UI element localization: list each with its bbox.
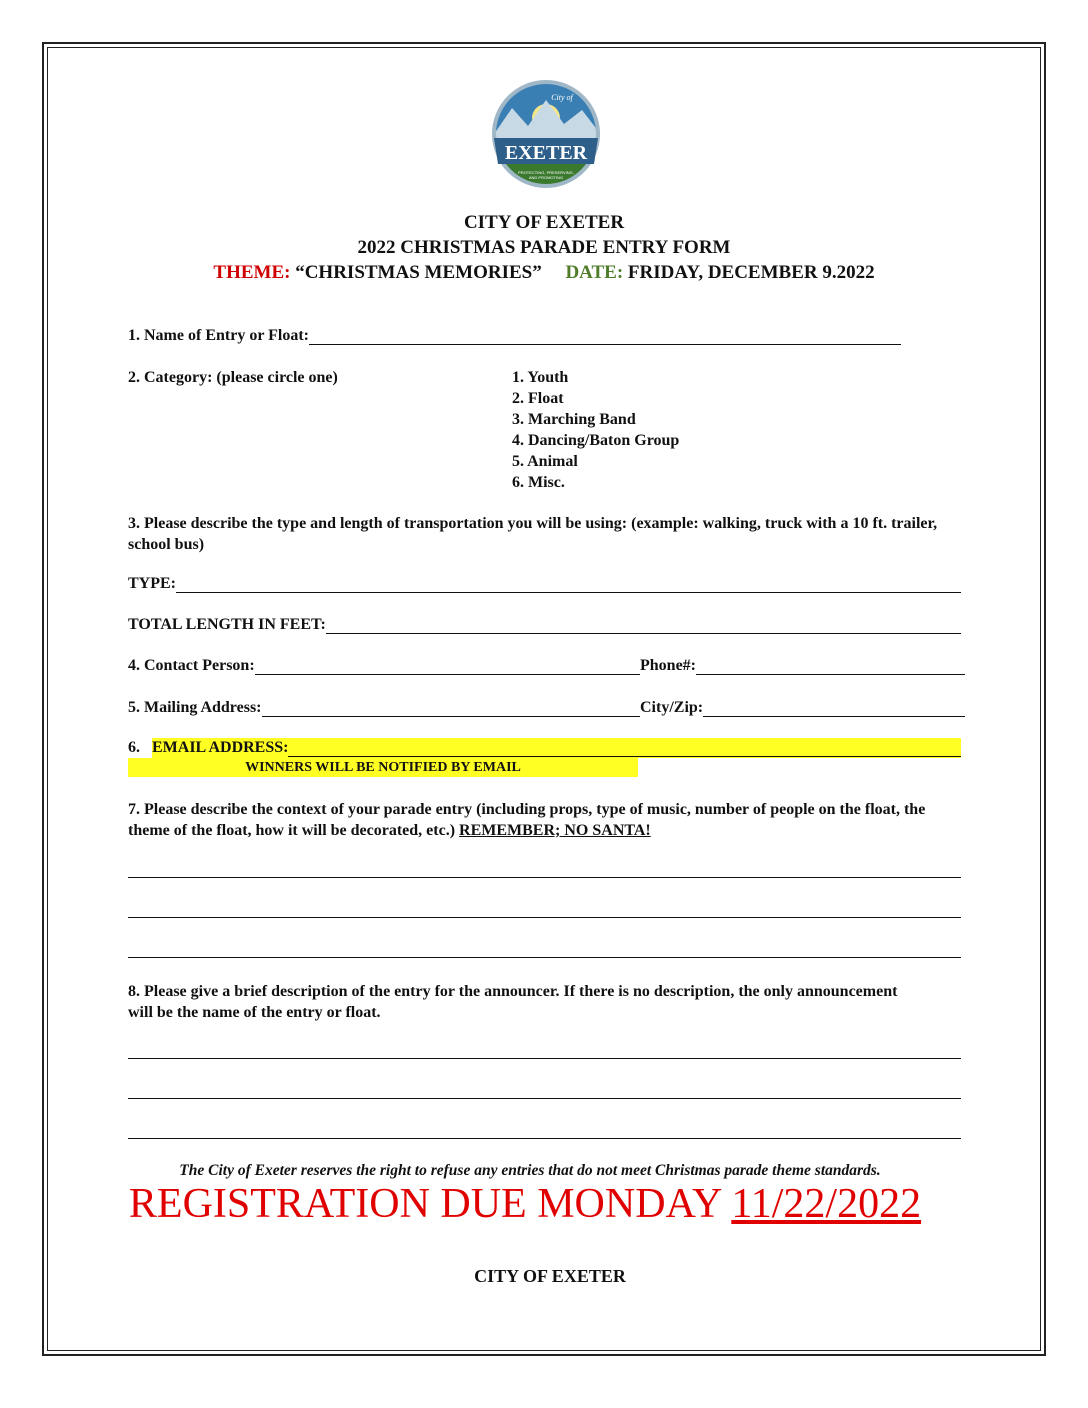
registration-due (0, 1180, 1050, 1228)
context-line[interactable] (128, 877, 961, 878)
total-length-line[interactable] (326, 615, 961, 634)
city-zip-label: City/Zip: (640, 699, 704, 716)
phone-field[interactable] (640, 656, 965, 675)
category-option[interactable]: 3. Marching Band (512, 411, 636, 428)
email-field[interactable] (128, 738, 961, 757)
total-length-label: TOTAL LENGTH IN FEET: (128, 616, 326, 633)
mailing-address-line[interactable] (262, 698, 641, 717)
disclaimer: The City of Exeter reserves the right to refuse any entries that do not meet Christmas parade theme standards. (179, 1162, 881, 1179)
email-label: EMAIL ADDRESS: (152, 739, 289, 756)
contact-person-label: 4. Contact Person: (128, 657, 255, 674)
total-length-field[interactable] (128, 615, 961, 634)
svg-text:PROTECTING, PRESERVING,: PROTECTING, PRESERVING, (518, 170, 574, 175)
no-santa-warning: REMEMBER; NO SANTA! (459, 822, 651, 839)
city-zip-line[interactable] (703, 698, 965, 717)
announcer-question: 8. Please give a brief description of the entry for the announcer. If there is no description, the only announcement will be the name of the entry or float. (128, 983, 898, 1021)
context-line[interactable] (128, 957, 961, 958)
theme-value: “CHRISTMAS MEMORIES” (295, 262, 542, 283)
email-number: 6. (128, 739, 140, 756)
header-form-title: 2022 CHRISTMAS PARADE ENTRY FORM (357, 237, 731, 258)
entry-name-field[interactable] (128, 326, 901, 345)
header-city: CITY OF EXETER (463, 212, 625, 233)
date-value: FRIDAY, DECEMBER 9.2022 (627, 262, 875, 283)
type-field[interactable] (128, 574, 961, 593)
phone-line[interactable] (696, 656, 965, 675)
contact-person-field[interactable] (128, 656, 640, 675)
type-label: TYPE: (128, 575, 176, 592)
mailing-address-label: 5. Mailing Address: (128, 699, 262, 716)
svg-text:City of: City of (551, 93, 573, 102)
phone-label: Phone#: (640, 657, 696, 674)
category-option[interactable]: 5. Animal (512, 453, 578, 470)
svg-text:EXETER: EXETER (504, 142, 588, 164)
category-option[interactable]: 4. Dancing/Baton Group (512, 432, 680, 449)
date-label: DATE: (565, 262, 624, 283)
category-option[interactable]: 1. Youth (512, 369, 569, 386)
announcer-line[interactable] (128, 1138, 961, 1139)
context-question-text: 7. Please describe the context of your parade entry (including props, type of music, number of people on the float, the theme of the float, how it will be decorated, etc.) (128, 801, 926, 839)
announcer-line[interactable] (128, 1098, 961, 1099)
svg-text:AND PROMOTING: AND PROMOTING (528, 175, 564, 180)
header-theme-date (0, 262, 1088, 284)
registration-due-date: 11/22/2022 (731, 1181, 922, 1227)
city-seal-logo (490, 78, 602, 190)
mailing-address-field[interactable] (128, 698, 640, 717)
city-zip-field[interactable] (640, 698, 965, 717)
footer-city: CITY OF EXETER (474, 1266, 626, 1286)
email-note: WINNERS WILL BE NOTIFIED BY EMAIL (245, 760, 521, 775)
category-list (512, 367, 679, 493)
category-label: 2. Category: (please circle one) (128, 369, 338, 386)
type-line[interactable] (176, 574, 961, 593)
announcer-line[interactable] (128, 1058, 961, 1059)
context-question (128, 799, 938, 841)
contact-person-line[interactable] (255, 656, 640, 675)
category-option[interactable]: 6. Misc. (512, 474, 565, 491)
transport-question: 3. Please describe the type and length of transportation you will be using: (example: walking, truck with a 10 ft. trailer, school bus) (128, 515, 938, 553)
email-line[interactable] (288, 738, 961, 757)
category-option[interactable]: 2. Float (512, 390, 564, 407)
registration-due-text: REGISTRATION DUE MONDAY (128, 1181, 721, 1227)
context-line[interactable] (128, 917, 961, 918)
theme-label: THEME: (213, 262, 291, 283)
entry-name-line[interactable] (309, 326, 901, 345)
entry-name-label: 1. Name of Entry or Float: (128, 327, 309, 344)
